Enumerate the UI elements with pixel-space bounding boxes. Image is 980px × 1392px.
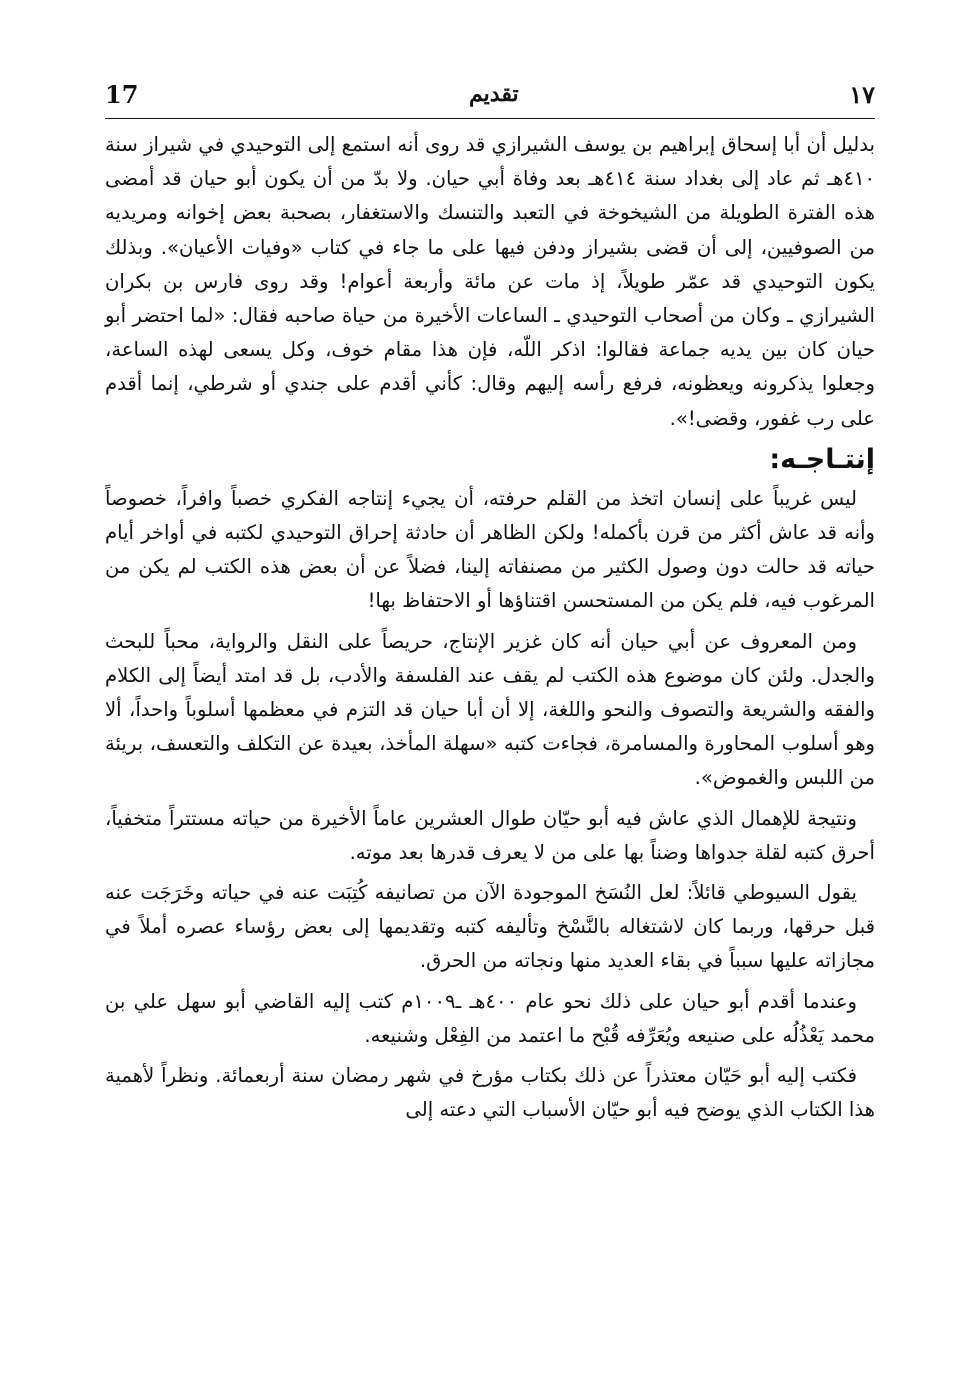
paragraph: ليس غريباً على إنسان اتخذ من القلم حرفته، أن يجيء إنتاجه الفكري خصباً وافراً، خصوصاً وأنه قد عاش أكثر من قرن بأكمله! ولكن الظاهر أن حادثة إحراق التوحيدي لكتبه في أواخر أيام حياته قد حالت دون وصول الكثير من مصنفاته إلينا، فضلاً عن أن بعض هذه الكتب لم يكن من المرغوب فيه، فلم يكن من المستحسن اقتناؤها أو الاحتفاظ بها! [105,486,875,613]
paragraph: وعندما أقدم أبو حيان على ذلك نحو عام ٤٠٠هـ ـ١٠٠٩م كتب إليه القاضي أبو سهل علي بن محمد يَعْذُلُه على صنيعه ويُعَرِّفه قُبْح ما اعتمد من الفِعْل وشنيعه. [105,989,875,1047]
running-title: تقديم [469,81,519,107]
page-number-arabic: ١٧ [849,79,875,109]
section-heading: إنتـاجـه: [769,443,875,475]
page-header [105,78,875,110]
paragraph: ونتيجة للإهمال الذي عاش فيه أبو حيّان طوال العشرين عاماً الأخيرة من حياته مستتراً متخفياً، أحرق كتبه لقلة جدواها وضناً بها على من لا يعرف قدرها بعد موته. [105,806,875,864]
page-number-latin: 17 [105,79,139,109]
paragraph: فكتب إليه أبو حَيّان معتذراً عن ذلك بكتاب مؤرخ في شهر رمضان سنة أربعمائة. ونظراً لأهمية هذا الكتاب الذي يوضح فيه أبو حيّان الأسباب التي دعته إلى [105,1064,875,1122]
paragraph: بدليل أن أبا إسحاق إبراهيم بن يوسف الشيرازي قد روى أنه استمع إلى التوحيدي في شيراز سنة ٤١٠هـ ثم عاد إلى بغداد سنة ٤١٤هـ بعد وفاة أبي حيان. ولا بدّ من أن يكون أبو حيان قد أمضى هذه الفترة الطويلة من الشيخوخة في التعبد والتنسك والاستغفار، بصحبة بعض إخوانه ومريديه من الصوفيين، إلى أن قضى بشيراز ودفن فيها على ما جاء في كتاب «وفيات الأعيان». وبذلك يكون التوحيدي قد عمّر طويلاً، إذ مات عن مائة وأربعة أعوام! وقد روى فارس بن بكران الشيرازي ـ وكان من أصحاب التوحيدي ـ الساعات الأخيرة من حياة صاحبه فقال: «لما احتضر أبو حيان كان بين يديه جماعة فقالوا: اذكر اللّه، فإن هذا مقام خوف، وكل يسعى لهذه الساعة، وجعلوا يذكرونه ويعظونه، فرفع رأسه إليهم وقال: كأني أقدم على جندي أو شرطي، إنما أقدم على رب غفور، وقضى!». [105,133,876,430]
page-body [105,128,875,1127]
paragraph: يقول السيوطي قائلاً: لعل النُسَخ الموجودة الآن من تصانيفه كُتِبَت عنه في حياته وخَرَجَت عنه قبل حرقها، وربما كان لاشتغاله بالنَّسْخ وتأليفه كتبه وتقديمها إلى بعض رؤساء عصره أملاً في مجازاته عليها سبباً في بقاء العديد منها ونجاته من الحرق. [105,881,875,973]
header-rule [105,118,875,119]
paragraph: ومن المعروف عن أبي حيان أنه كان غزير الإنتاج، حريصاً على النقل والرواية، محباً للبحث والجدل. ولئن كان موضوع هذه الكتب لم يقف عند الفلسفة والأدب، بل قد امتد أيضاً إلى الكلام والفقه والشريعة والتصوف والنحو واللغة، إلا أن أبا حيان قد التزم في معظمها أسلوباً واحداً، ألا وهو أسلوب المحاورة والمسامرة، فجاءت كتبه «سهلة المأخذ، بعيدة عن التكلف والتعسف، بريئة من اللبس والغموض». [105,629,875,790]
